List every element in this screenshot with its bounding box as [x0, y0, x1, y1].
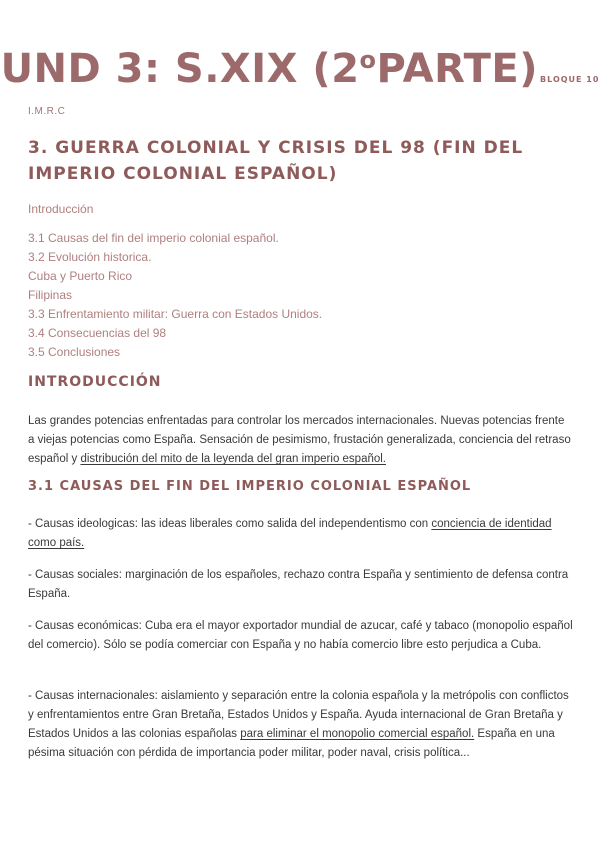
- toc-item-intro: Introducción: [28, 202, 94, 216]
- toc-item: 3.5 Conclusiones: [28, 345, 121, 359]
- toc-item: 3.3 Enfrentamiento militar: Guerra con Estados Unidos.: [28, 307, 323, 321]
- intro-underlined: distribución del mito de la leyenda del gran imperio español.: [80, 453, 387, 465]
- sociales-text: - Causas sociales: marginación de los españoles, rechazo contra España y sentimiento de defensa contra España.: [28, 569, 569, 600]
- causas-internacionales: [28, 687, 573, 763]
- ideologicas-text: - Causas ideologicas: las ideas liberales como salida del independentismo con: [28, 518, 432, 530]
- section-title: 3. GUERRA COLONIAL Y CRISIS DEL 98 (FIN DEL IMPERIO COLONIAL ESPAÑOL): [28, 138, 524, 184]
- title-main: UND 3: S.XIX (2: [0, 46, 360, 92]
- ideologicas-underlined: conciencia de identidad como país.: [28, 518, 552, 549]
- title-tag: BLOQUE 10: [540, 75, 600, 84]
- title-end: PARTE): [376, 46, 539, 92]
- title-superscript: o: [359, 46, 377, 74]
- causas-ideologicas: [28, 515, 573, 553]
- toc-item: Cuba y Puerto Rico: [28, 269, 133, 283]
- internacionales-underlined: para eliminar el monopolio comercial español.: [240, 728, 475, 740]
- heading-causas: 3.1 CAUSAS DEL FIN DEL IMPERIO COLONIAL ESPAÑOL: [28, 479, 472, 494]
- internacionales-text-end: España en una pésima situación con pérdida de importancia poder militar, poder naval, crisis política...: [28, 728, 555, 759]
- causas-sociales: [28, 566, 573, 604]
- toc-item: 3.2 Evolución historica.: [28, 250, 152, 264]
- toc-item: 3.1 Causas del fin del imperio colonial español.: [28, 231, 279, 245]
- intro-text: Las grandes potencias enfrentadas para controlar los mercados internacionales. Nuevas potencias frente a viejas potencias como España. Sensación de pesimismo, frustación generalizada, conciencia del retraso español y: [28, 415, 571, 465]
- document-title: [0, 36, 600, 104]
- economicas-text: - Causas económicas: Cuba era el mayor exportador mundial de azucar, café y tabaco (monopolio español del comercio). Sólo se podía comerciar con España y no había comercio libre esto perjudica a Cuba.: [28, 620, 573, 651]
- table-of-contents: [28, 200, 568, 362]
- internacionales-text: - Causas internacionales: aislamiento y separación entre la colonia española y la metrópolis con conflictos y enfrentamientos entre Gran Bretaña, Estados Unidos y España. Ayuda internacional de Gran Bretaña y Estados Unidos a las colonias españolas: [28, 690, 569, 740]
- heading-introduccion: INTRODUCCIÓN: [28, 374, 162, 390]
- causas-economicas: [28, 617, 573, 655]
- author-initials: I.M.R.C: [28, 106, 66, 117]
- intro-paragraph: [28, 412, 573, 469]
- toc-item: Filipinas: [28, 288, 73, 302]
- toc-item: 3.4 Consecuencias del 98: [28, 326, 167, 340]
